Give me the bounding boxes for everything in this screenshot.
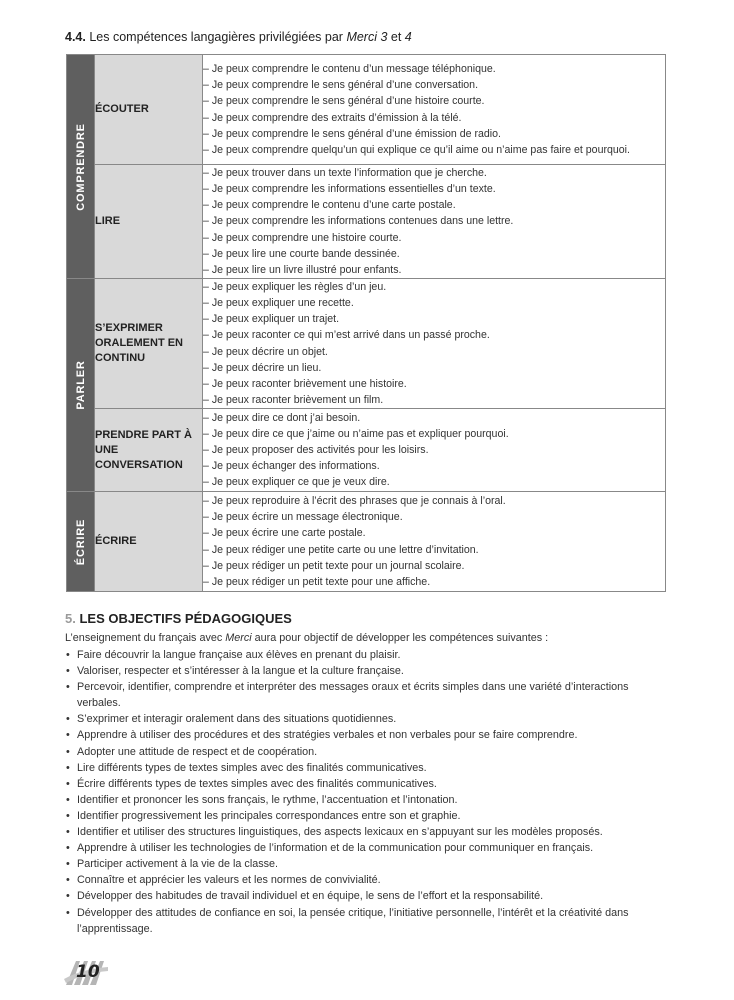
list-item: • Percevoir, identifier, comprendre et interpréter des messages oraux et écrits simples dans une variété d’interactions verbales. bbox=[65, 679, 675, 711]
page-number-text: 10 bbox=[76, 962, 100, 982]
skill-description bbox=[203, 409, 666, 492]
list-item: – Je peux comprendre les informations contenues dans une lettre. bbox=[203, 215, 514, 228]
list-item: – Je peux écrire un message électronique. bbox=[203, 511, 403, 524]
list-item: • Apprendre à utiliser les technologies de l’information et de la communication pour communiquer en français. bbox=[65, 840, 675, 856]
list-item: – Je peux comprendre le contenu d’une carte postale. bbox=[203, 199, 456, 212]
intro-text-end: aura pour objectif de développer les compétences suivantes : bbox=[251, 632, 549, 644]
list-item: • Développer des habitudes de travail individuel et en équipe, le sens de l’effort et la responsabilité. bbox=[65, 888, 675, 904]
skill-description bbox=[203, 492, 666, 592]
list-item: • S’exprimer et interagir oralement dans des situations quotidiennes. bbox=[65, 711, 675, 727]
skill-ecrire: ÉCRIRE bbox=[95, 492, 203, 592]
list-item: – Je peux dire ce que j’aime ou n’aime pas et expliquer pourquoi. bbox=[203, 427, 509, 440]
category-parler bbox=[67, 279, 95, 492]
table-row bbox=[67, 55, 666, 165]
list-item: • Valoriser, respecter et s’intéresser à la langue et la culture française. bbox=[65, 663, 675, 679]
list-item: – Je peux rédiger une petite carte ou une lettre d’invitation. bbox=[203, 543, 479, 556]
table-row bbox=[67, 165, 666, 279]
list-item: – Je peux expliquer une recette. bbox=[203, 297, 354, 310]
list-item: – Je peux raconter brièvement une histoire. bbox=[203, 377, 407, 390]
objectifs-heading bbox=[65, 611, 292, 626]
list-item: – Je peux expliquer un trajet. bbox=[203, 313, 340, 326]
list-item: • Écrire différents types de textes simples avec des finalités communicatives. bbox=[65, 776, 675, 792]
list-item: – Je peux lire un livre illustré pour enfants. bbox=[203, 263, 402, 276]
list-item: – Je peux comprendre le contenu d’un message téléphonique. bbox=[203, 63, 496, 76]
section-title-merci: Merci 3 bbox=[346, 30, 388, 44]
page-number bbox=[62, 955, 110, 991]
list-item: – Je peux rédiger un petit texte pour un journal scolaire. bbox=[203, 559, 465, 572]
list-item: – Je peux comprendre quelqu’un qui explique ce qu’il aime ou n’aime pas faire et pourquoi. bbox=[203, 143, 630, 156]
skill-lire: LIRE bbox=[95, 165, 203, 279]
intro-text: L’enseignement du français avec bbox=[65, 632, 226, 644]
table-row bbox=[67, 409, 666, 492]
category-ecrire bbox=[67, 492, 95, 592]
list-item: • Participer activement à la vie de la classe. bbox=[65, 856, 675, 872]
list-item: – Je peux expliquer ce que je veux dire. bbox=[203, 476, 390, 489]
section-title-and: et bbox=[387, 30, 405, 44]
section-title bbox=[65, 30, 412, 44]
list-item: – Je peux reproduire à l’écrit des phrases que je connais à l’oral. bbox=[203, 495, 506, 508]
list-item: – Je peux décrire un objet. bbox=[203, 345, 328, 358]
list-item: – Je peux comprendre le sens général d’une émission de radio. bbox=[203, 127, 501, 140]
list-item: • Adopter une attitude de respect et de coopération. bbox=[65, 744, 675, 760]
list-item: – Je peux raconter ce qui m’est arrivé dans un passé proche. bbox=[203, 329, 490, 342]
section-title-text: Les compétences langagières privilégiées par bbox=[89, 30, 347, 44]
list-item: – Je peux raconter brièvement un film. bbox=[203, 393, 384, 406]
list-item: – Je peux échanger des informations. bbox=[203, 460, 380, 473]
competences-table bbox=[66, 54, 666, 592]
objectifs-number: 5. bbox=[65, 611, 76, 626]
table-row bbox=[67, 279, 666, 409]
list-item: – Je peux comprendre une histoire courte. bbox=[203, 231, 402, 244]
skill-description bbox=[203, 55, 666, 165]
objectifs-title: LES OBJECTIFS PÉDAGOGIQUES bbox=[79, 611, 292, 626]
category-label: COMPRENDRE bbox=[74, 122, 87, 211]
objectifs-intro bbox=[65, 630, 675, 646]
list-item: – Je peux comprendre le sens général d’une histoire courte. bbox=[203, 95, 485, 108]
list-item: – Je peux lire une courte bande dessinée. bbox=[203, 247, 400, 260]
skill-conversation: PRENDRE PART À UNE CONVERSATION bbox=[95, 409, 203, 492]
list-item: • Identifier et prononcer les sons français, le rythme, l’accentuation et l’intonation. bbox=[65, 792, 675, 808]
skill-ecouter: ÉCOUTER bbox=[95, 55, 203, 165]
list-item: • Identifier et utiliser des structures linguistiques, des aspects lexicaux en s’appuyant sur les modèles proposés. bbox=[65, 824, 675, 840]
skill-description bbox=[203, 165, 666, 279]
category-label: PARLER bbox=[74, 360, 87, 410]
list-item: – Je peux rédiger un petit texte pour une affiche. bbox=[203, 575, 431, 588]
list-item: • Connaître et apprécier les valeurs et les normes de convivialité. bbox=[65, 872, 675, 888]
list-item: – Je peux proposer des activités pour les loisirs. bbox=[203, 443, 429, 456]
list-item: • Développer des attitudes de confiance en soi, la pensée critique, l’initiative personnelle, l’intérêt et la créativité dans l’apprentissage. bbox=[65, 905, 675, 937]
list-item: • Apprendre à utiliser des procédures et des stratégies verbales et non verbales pour se faire comprendre. bbox=[65, 727, 675, 743]
list-item: – Je peux comprendre le sens général d’une conversation. bbox=[203, 79, 479, 92]
list-item: – Je peux expliquer les règles d’un jeu. bbox=[203, 281, 387, 294]
list-item: • Identifier progressivement les principales correspondances entre son et graphie. bbox=[65, 808, 675, 824]
skill-description bbox=[203, 279, 666, 409]
intro-merci: Merci bbox=[225, 632, 252, 644]
list-item: – Je peux trouver dans un texte l’information que je cherche. bbox=[203, 167, 487, 180]
list-item: • Lire différents types de textes simples avec des finalités communicatives. bbox=[65, 760, 675, 776]
list-item: • Faire découvrir la langue française aux élèves en prenant du plaisir. bbox=[65, 647, 675, 663]
list-item: – Je peux écrire une carte postale. bbox=[203, 527, 366, 540]
objectifs-list bbox=[65, 647, 675, 937]
list-item: – Je peux comprendre les informations essentielles d’un texte. bbox=[203, 183, 496, 196]
list-item: – Je peux comprendre des extraits d’émission à la télé. bbox=[203, 111, 462, 124]
section-title-four: 4 bbox=[404, 30, 412, 44]
skill-exprimer: S’EXPRIMER ORALEMENT EN CONTINU bbox=[95, 279, 203, 409]
category-label: ÉCRIRE bbox=[74, 518, 87, 565]
table-row bbox=[67, 492, 666, 592]
list-item: – Je peux dire ce dont j’ai besoin. bbox=[203, 411, 361, 424]
list-item: – Je peux décrire un lieu. bbox=[203, 361, 322, 374]
section-number: 4.4. bbox=[65, 30, 86, 44]
category-comprendre bbox=[67, 55, 95, 279]
